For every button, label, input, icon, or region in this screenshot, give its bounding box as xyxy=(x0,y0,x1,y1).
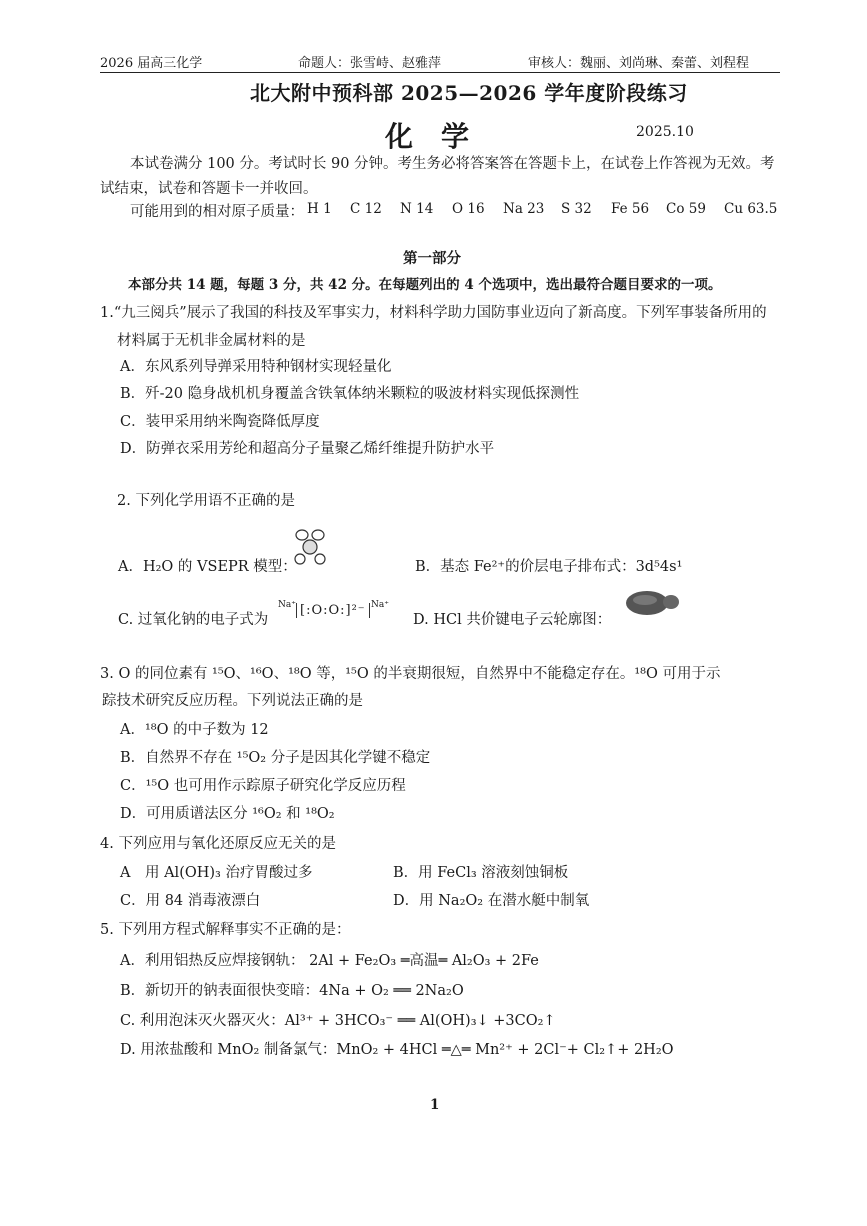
q5-option-a: A．利用铝热反应焊接钢轨： 2Al + Fe₂O₃ ═高温═ Al₂O₃ + 2Fe xyxy=(120,953,539,969)
q3-option-a: A．¹⁸O 的中子数为 12 xyxy=(120,722,269,738)
q2-option-b: B．基态 Fe²⁺的价层电子排布式：3d⁵4s¹ xyxy=(415,559,683,575)
q3-option-d: D．可用质谱法区分 ¹⁶O₂ 和 ¹⁸O₂ xyxy=(120,806,335,822)
subject-title: 化学 xyxy=(385,120,498,153)
q5-option-d: D. 用浓盐酸和 MnO₂ 制备氯气：MnO₂ + 4HCl ═△═ Mn²⁺ + 2Cl⁻+ Cl₂↑+ 2H₂O xyxy=(120,1042,674,1058)
atomic-mass-na: Na 23 xyxy=(503,201,545,217)
instructions-line2: 试结束，试卷和答题卡一并收回。 xyxy=(100,181,318,197)
q5-option-c: C. 利用泡沫灭火器灭火：Al³⁺ + 3HCO₃⁻ ══ Al(OH)₃↓ +3CO₂↑ xyxy=(120,1013,556,1029)
q1-option-b: B．歼-20 隐身战机机身覆盖含铁氧体纳米颗粒的吸波材料实现低探测性 xyxy=(120,386,580,402)
q2-option-c: C. 过氧化钠的电子式为 xyxy=(118,612,269,628)
atomic-mass-fe: Fe 56 xyxy=(611,201,650,217)
q3-option-c: C．¹⁵O 也可用作示踪原子研究化学反应历程 xyxy=(120,778,406,794)
q3-option-b: B．自然界不存在 ¹⁵O₂ 分子是因其化学键不稳定 xyxy=(120,750,431,766)
atomic-mass-h: H 1 xyxy=(307,201,332,217)
header-authors: 命题人：张雪峙、赵雅萍 xyxy=(298,56,442,71)
exam-title: 北大附中预科部 2025—2026 学年度阶段练习 xyxy=(250,81,688,105)
header-reviewers: 审核人：魏丽、刘尚琳、秦蕾、刘程程 xyxy=(528,56,750,71)
q4-option-d: D．用 Na₂O₂ 在潜水艇中制氧 xyxy=(393,893,590,909)
q3-stem-line2: 踪技术研究反应历程。下列说法正确的是 xyxy=(102,693,363,709)
q1-stem-line1: 1.“九三阅兵”展示了我国的科技及军事实力，材料科学助力国防事业迈向了新高度。下列军事装备所用的 xyxy=(100,305,767,321)
atomic-mass-s: S 32 xyxy=(561,201,592,217)
atomic-mass-n: N 14 xyxy=(400,201,434,217)
q4-option-b: B．用 FeCl₃ 溶液刻蚀铜板 xyxy=(393,865,569,881)
q2-c-sodium-left: Na⁺ xyxy=(278,600,296,610)
header-rule xyxy=(100,72,780,73)
q5-option-b: B．新切开的钠表面很快变暗：4Na + O₂ ══ 2Na₂O xyxy=(120,983,464,999)
atomic-mass-c: C 12 xyxy=(350,201,382,217)
q1-option-d: D．防弹衣采用芳纶和超高分子量聚乙烯纤维提升防护水平 xyxy=(120,441,495,457)
q1-option-a: A．东风系列导弹采用特种钢材实现轻量化 xyxy=(120,359,392,375)
part1-instruction: 本部分共 14 题，每题 3 分，共 42 分。在每题列出的 4 个选项中，选出最符合题目要求的一项。 xyxy=(128,277,722,293)
q2-stem: 2. 下列化学用语不正确的是 xyxy=(117,493,295,509)
header-grade-subject: 2026 届高三化学 xyxy=(100,56,203,71)
atomic-mass-o: O 16 xyxy=(452,201,485,217)
q4-stem: 4. 下列应用与氧化还原反应无关的是 xyxy=(100,836,336,852)
exam-date: 2025.10 xyxy=(636,124,694,140)
q2-c-peroxide-core: [:O:O:]²⁻ xyxy=(296,603,370,618)
q1-option-c: C．装甲采用纳米陶瓷降低厚度 xyxy=(120,414,320,430)
atomic-mass-cu: Cu 63.5 xyxy=(724,201,778,217)
atomic-mass-co: Co 59 xyxy=(666,201,706,217)
q2-c-sodium-right: Na⁺ xyxy=(371,600,389,610)
q4-option-c: C．用 84 消毒液漂白 xyxy=(120,893,261,909)
atomic-masses-label: 可能用到的相对原子质量： xyxy=(130,204,304,220)
q4-option-a: A 用 Al(OH)₃ 治疗胃酸过多 xyxy=(120,865,313,881)
q2-option-a: A．H₂O 的 VSEPR 模型： xyxy=(118,559,297,575)
part1-heading: 第一部分 xyxy=(403,250,461,267)
vsepr-water-model-icon xyxy=(288,528,332,568)
q2-option-d: D. HCl 共价键电子云轮廓图： xyxy=(413,612,612,628)
q5-stem: 5. 下列用方程式解释事实不正确的是： xyxy=(100,922,351,938)
q1-stem-line2: 材料属于无机非金属材料的是 xyxy=(117,333,306,349)
instructions-line1: 本试卷满分 100 分。考试时长 90 分钟。考生务必将答案答在答题卡上，在试卷上作答视为无效。考 xyxy=(130,156,775,172)
hcl-electron-cloud-icon xyxy=(625,588,681,618)
q3-stem-line1: 3. O 的同位素有 ¹⁵O、¹⁶O、¹⁸O 等，¹⁵O 的半衰期很短，自然界中不能稳定存在。¹⁸O 可用于示 xyxy=(100,666,721,682)
page-number: 1 xyxy=(430,1097,440,1113)
